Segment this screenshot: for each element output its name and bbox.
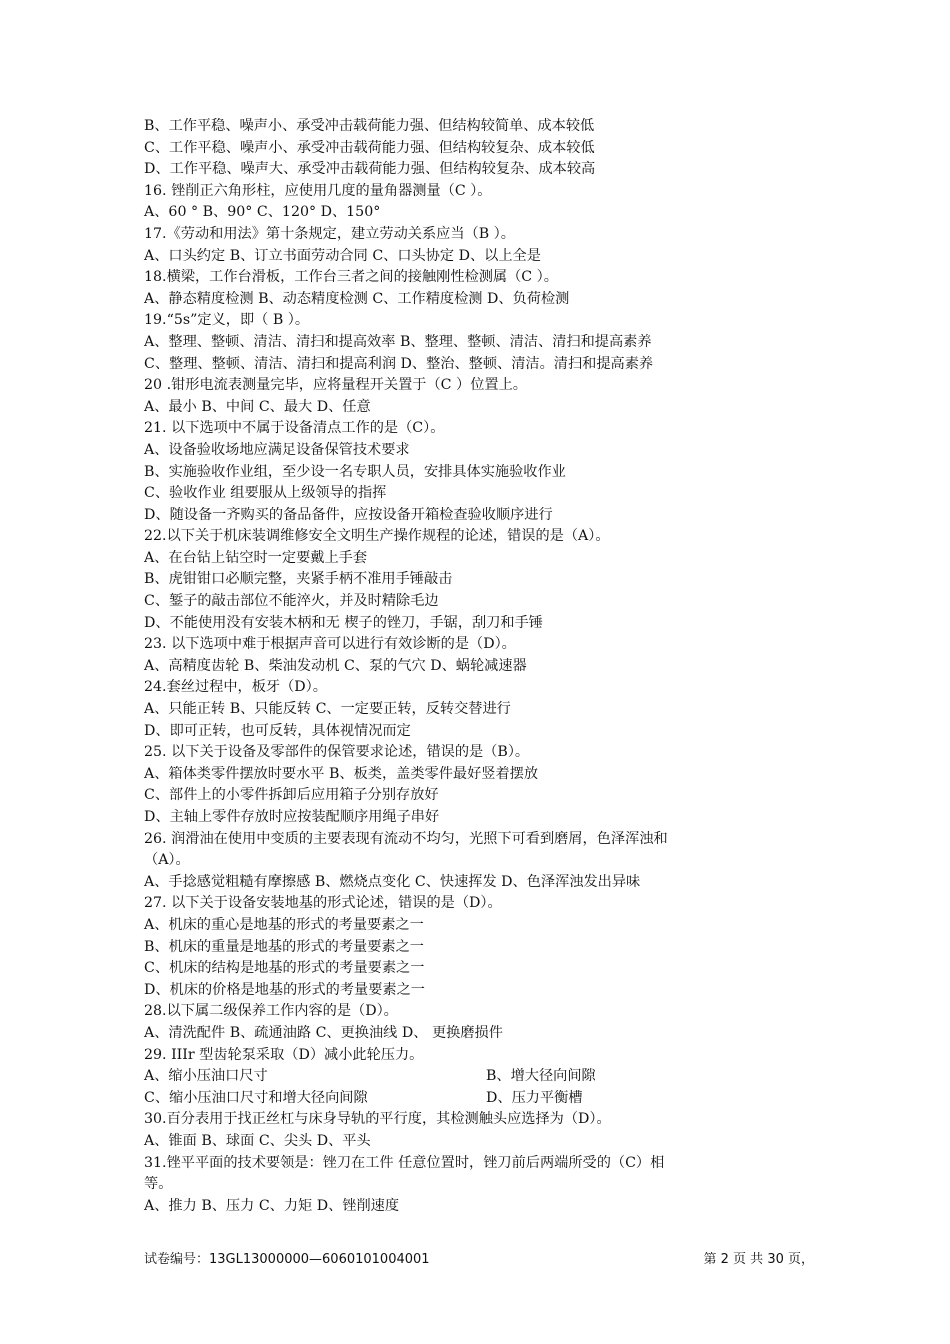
text-line: A、整理、整顿、清洁、清扫和提高效率 B、整理、整顿、清洁、清扫和提高素养 — [144, 333, 652, 350]
text-line: B、机床的重量是地基的形式的考量要素之一 — [144, 938, 424, 955]
option-text: A、缩小压油口尺寸 — [144, 1068, 268, 1085]
text-line: A、60 ° B、90° C、120° D、150° — [144, 204, 381, 221]
text-line: D、工作平稳、噪声大、承受冲击载荷能力强、但结构较复杂、成本较高 — [144, 161, 596, 178]
text-line: 30.百分表用于找正丝杠与床身导轨的平行度，其检测触头应选择为（D）。 — [144, 1111, 611, 1128]
exam-page-body — [144, 116, 814, 1217]
text-line: 18.横梁，工作台滑板，工作台三者之间的接触刚性检测属（C ）。 — [144, 269, 558, 286]
question-lines-tail — [144, 1109, 814, 1217]
text-line: B、实施验收作业组，至少设一名专职人员，安排具体实施验收作业 — [144, 463, 566, 480]
exam-code: 试卷编号：13GL13000000—6060101004001 — [144, 1252, 430, 1267]
option-text: B、增大径向间隙 — [486, 1068, 596, 1085]
text-line: 等。 — [144, 1176, 173, 1193]
text-line: A、口头约定 B、订立书面劳动合同 C、口头协定 D、以上全是 — [144, 247, 541, 264]
question-29-options — [144, 1066, 814, 1109]
text-line: 31.锉平平面的技术要领是：锉刀在工件 任意位置时，锉刀前后两端所受的（C）相 — [144, 1154, 665, 1171]
text-line: A、静态精度检测 B、动态精度检测 C、工作精度检测 D、负荷检测 — [144, 290, 570, 307]
text-line: C、錾子的敲击部位不能淬火，并及时精除毛边 — [144, 593, 439, 610]
text-line: A、只能正转 B、只能反转 C、一定要正转，反转交替进行 — [144, 701, 511, 718]
text-line: A、箱体类零件摆放时要水平 B、板类，盖类零件最好竖着摆放 — [144, 765, 539, 782]
text-line: D、机床的价格是地基的形式的考量要素之一 — [144, 981, 425, 998]
text-line: C、部件上的小零件拆卸后应用箱子分别存放好 — [144, 787, 439, 804]
text-line: （A）。 — [144, 852, 190, 869]
option-row — [144, 1088, 814, 1110]
text-line: 26. 润滑油在使用中变质的主要表现有流动不均匀，光照下可看到磨屑，色泽浑浊和 — [144, 830, 668, 847]
text-line: C、整理、整顿、清洁、清扫和提高利润 D、整治、整顿、清洁。清扫和提高素养 — [144, 355, 654, 372]
text-line: C、验收作业 组要服从上级领导的指挥 — [144, 485, 387, 502]
text-line: 20 .钳形电流表测量完毕，应将量程开关置于（C ）位置上。 — [144, 377, 527, 394]
text-line: 23. 以下选项中难于根据声音可以进行有效诊断的是（D）。 — [144, 636, 516, 653]
option-text: C、缩小压油口尺寸和增大径向间隙 — [144, 1089, 368, 1106]
text-line: D、即可正转，也可反转，具体视情况而定 — [144, 722, 411, 739]
text-line: B、工作平稳、噪声小、承受冲击载荷能力强、但结构较简单、成本较低 — [144, 118, 595, 134]
text-line: 24.套丝过程中，板牙（D）。 — [144, 679, 327, 696]
text-line: 17.《劳动和用法》第十条规定，建立劳动关系应当（B ）。 — [144, 225, 515, 242]
text-line: A、最小 B、中间 C、最大 D、任意 — [144, 398, 371, 415]
option-text: D、压力平衡槽 — [486, 1089, 583, 1106]
text-line: C、工作平稳、噪声小、承受冲击载荷能力强、但结构较复杂、成本较低 — [144, 139, 595, 156]
option-row — [144, 1066, 814, 1088]
text-line: 19.“5s”定义，即（ B ）。 — [144, 312, 310, 329]
text-line: A、在台钻上钻空时一定要戴上手套 — [144, 549, 368, 566]
text-line: A、锥面 B、球面 C、尖头 D、平头 — [144, 1132, 371, 1149]
text-line: B、虎钳钳口必顺完整，夹紧手柄不准用手锤敲击 — [144, 571, 453, 588]
text-line: 29. IIIr 型齿轮泵采取（D）减小此轮压力。 — [144, 1046, 424, 1063]
text-line: A、推力 B、压力 C、力矩 D、锉削速度 — [144, 1197, 400, 1214]
text-line: A、机床的重心是地基的形式的考量要素之一 — [144, 916, 424, 933]
text-line: A、设备验收场地应满足设备保管技术要求 — [144, 441, 410, 458]
text-line: A、高精度齿轮 B、柴油发动机 C、泵的气穴 D、蜗轮减速器 — [144, 657, 527, 674]
text-line: A、手捻感觉粗糙有摩擦感 B、燃烧点变化 C、快速挥发 D、色泽浑浊发出异味 — [144, 873, 641, 890]
page-number: 第 2 页 共 30 页， — [703, 1252, 814, 1267]
text-line: 21. 以下选项中不属于设备清点工作的是（C）。 — [144, 420, 445, 437]
text-line: 27. 以下关于设备安装地基的形式论述，错误的是（D）。 — [144, 895, 502, 912]
text-line: D、主轴上零件存放时应按装配顺序用绳子串好 — [144, 809, 440, 825]
text-line: 22.以下关于机床装调维修安全文明生产操作规程的论述，错误的是（A）。 — [144, 528, 610, 545]
text-line: 25. 以下关于设备及零部件的保管要求论述，错误的是（B）。 — [144, 744, 530, 761]
text-line: D、随设备一齐购买的备品备件，应按设备开箱检查验收顺序进行 — [144, 506, 553, 523]
text-line: C、机床的结构是地基的形式的考量要素之一 — [144, 960, 425, 977]
text-line: A、清洗配件 B、疏通油路 C、更换油线 D、 更换磨损件 — [144, 1024, 503, 1041]
page-footer — [144, 1250, 814, 1270]
text-line: 16. 锉削正六角形柱，应使用几度的量角器测量（C ）。 — [144, 182, 492, 199]
text-line: D、不能使用没有安装木柄和无 楔子的锉刀，手锯，刮刀和手锤 — [144, 614, 543, 631]
text-line: 28.以下属二级保养工作内容的是（D）。 — [144, 1003, 398, 1020]
question-lines — [144, 116, 814, 1066]
